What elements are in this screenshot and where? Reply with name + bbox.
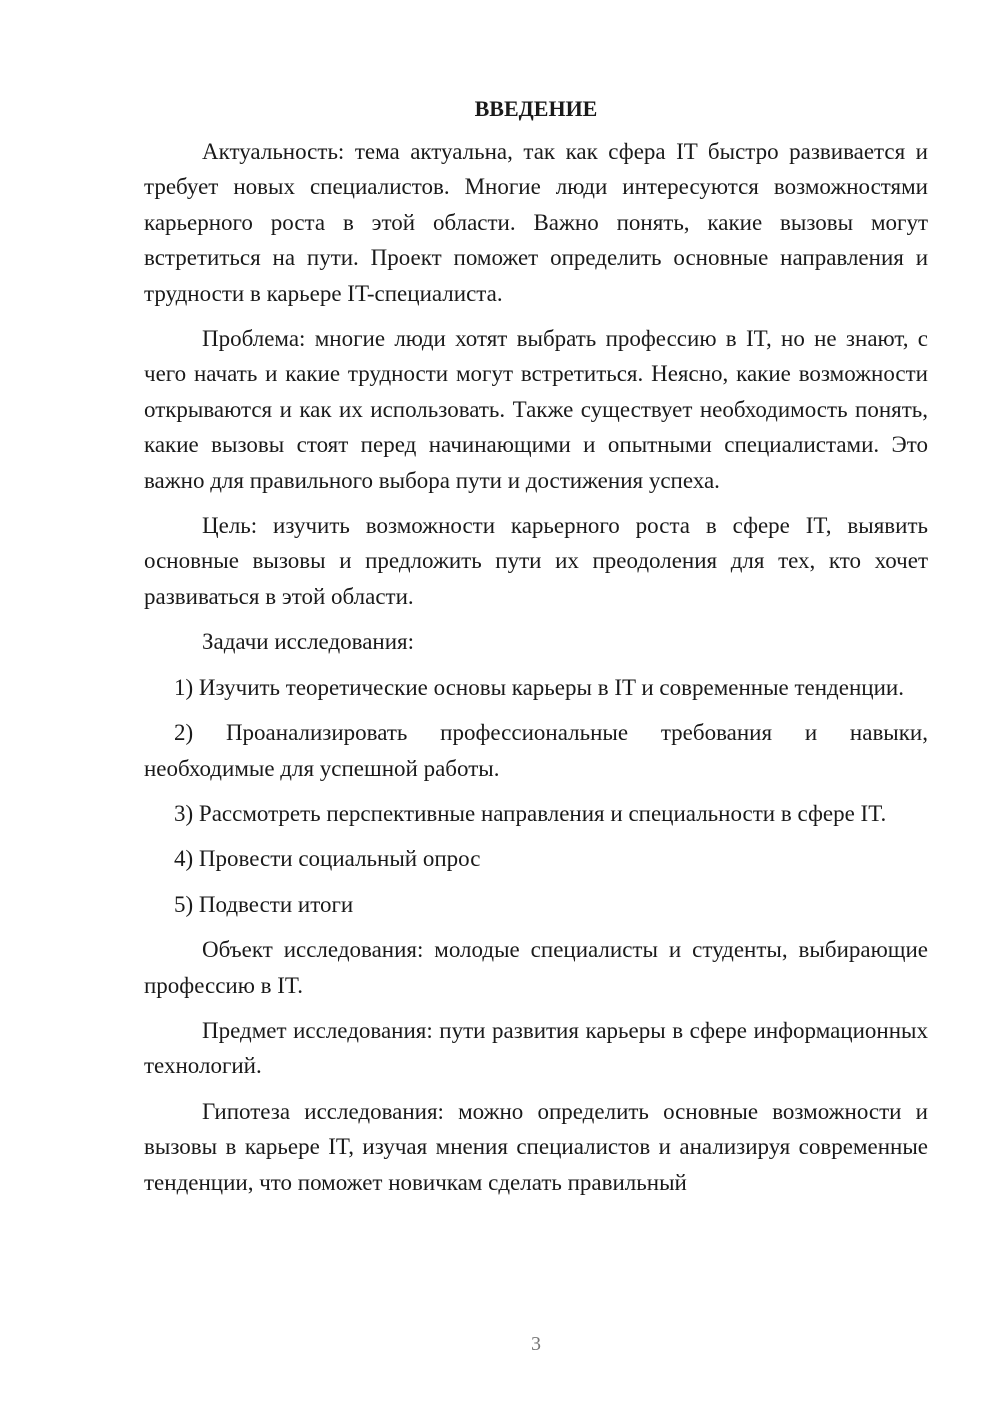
task-item-2: 2) Проанализировать профессиональные требования и навыки, необходимые для успешной работы. xyxy=(144,720,928,781)
relevance-paragraph: Актуальность: тема актуальна, так как сфера IT быстро развивается и требует новых специалистов. Многие люди интересуются возможностями карьерного роста в этой области. Важно понять, какие вызовы могут встретиться на пути. Проект поможет определить основные направления и трудности в карьере IT-специалиста. xyxy=(144,139,928,306)
section-heading: ВВЕДЕНИЕ xyxy=(474,96,598,121)
problem-paragraph: Проблема: многие люди хотят выбрать профессию в IT, но не знают, с чего начать и какие трудности могут встретиться. Неясно, какие возможности открываются и как их использовать. Также существует необходимость понять, какие вызовы стоят перед начинающими и опытными специалистами. Это важно для правильного выбора пути и достижения успеха. xyxy=(144,326,928,493)
task-item-3: 3) Рассмотреть перспективные направления и специальности в сфере IT. xyxy=(174,800,887,826)
subject-paragraph: Предмет исследования: пути развития карьеры в сфере информационных технологий. xyxy=(144,1017,928,1079)
page-content xyxy=(144,94,928,1210)
task-item-5: 5) Подвести итоги xyxy=(174,891,354,917)
hypothesis-paragraph: Гипотеза исследования: можно определить основные возможности и вызовы в карьере IT, изучая мнения специалистов и анализируя современные тенденции, что поможет новичкам сделать правильный xyxy=(144,1098,928,1195)
task-item-1: 1) Изучить теоретические основы карьеры в IT и современные тенденции. xyxy=(174,674,904,700)
tasks-intro: Задачи исследования: xyxy=(202,629,415,655)
goal-paragraph: Цель: изучить возможности карьерного роста в сфере IT, выявить основные вызовы и предложить пути их преодоления для тех, кто хочет развиваться в этой области. xyxy=(144,513,928,609)
object-paragraph: Объект исследования: молодые специалисты и студенты, выбирающие профессию в IT. xyxy=(144,937,928,998)
task-item-4: 4) Провести социальный опрос xyxy=(174,846,481,872)
page-number: 3 xyxy=(531,1333,541,1355)
